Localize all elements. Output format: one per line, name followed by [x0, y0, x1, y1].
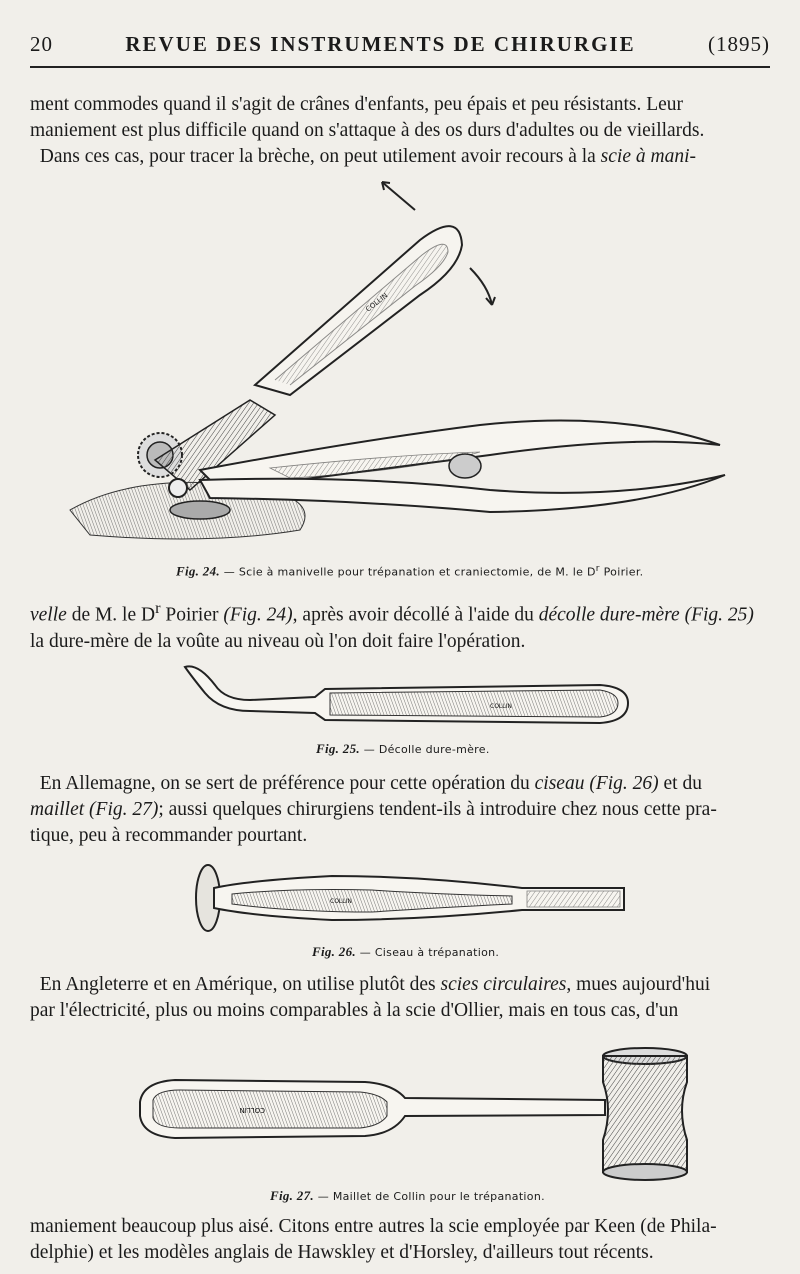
text-line: maniement est plus difficile quand on s'attaque à des os durs d'adultes ou de vieillards.	[30, 120, 705, 141]
italic-term: ciseau (Fig. 26)	[534, 773, 659, 794]
caption-text: Poirier.	[599, 565, 644, 579]
text-line: delphie) et les modèles anglais de Hawskley et d'Horsley, d'ailleurs tout récents.	[30, 1242, 654, 1263]
figure-label: Fig. 27.	[270, 1188, 314, 1203]
text-line: par l'électricité, plus ou moins comparables à la scie d'Ollier, mais en tous cas, d'un	[30, 1000, 679, 1021]
text-span: Dans ces cas, pour tracer la brèche, on peut utilement avoir recours à la	[39, 146, 601, 167]
caption-text: — Ciseau à trépanation.	[355, 946, 500, 959]
journal-title: REVUE DES INSTRUMENTS DE CHIRURGIE	[125, 31, 636, 56]
italic-term: (Fig. 24)	[223, 604, 293, 626]
year: (1895)	[707, 31, 770, 56]
page-number: 20	[30, 31, 53, 56]
collin-stamp: COLLIN	[490, 703, 512, 710]
paragraph-2	[30, 595, 770, 655]
text-span: de M. le D	[66, 604, 156, 626]
text-line	[30, 797, 770, 823]
figure-27-caption	[270, 1188, 545, 1204]
text-line	[30, 144, 770, 170]
text-span: , mues aujourd'hui	[566, 974, 711, 995]
text-line: maniement beaucoup plus aisé. Citons entre autres la scie employée par Keen (de Phila-	[30, 1216, 717, 1237]
paragraph-5	[30, 1214, 770, 1266]
figure-26-illustration	[192, 858, 632, 938]
running-header	[30, 24, 770, 64]
italic-term: scie à mani-	[600, 146, 696, 167]
figure-26-caption	[312, 944, 499, 960]
paragraph-4	[30, 972, 770, 1024]
superscript: r	[155, 599, 161, 617]
figure-label: Fig. 26.	[312, 944, 356, 959]
figure-25-illustration	[180, 655, 635, 735]
text-span: Poirier	[160, 604, 224, 626]
collin-stamp: COLLIN	[330, 898, 352, 905]
figure-25-caption	[316, 741, 490, 757]
figure-24-illustration	[60, 170, 740, 560]
paragraph-3	[30, 771, 770, 849]
text-span: En Allemagne, on se sert de préférence pour cette opération du	[39, 773, 535, 794]
caption-text: — Maillet de Collin pour le trépanation.	[313, 1190, 545, 1203]
text-span: et du	[658, 773, 702, 794]
italic-term: velle	[30, 604, 67, 626]
caption-text: — Décolle dure-mère.	[359, 743, 490, 756]
collin-stamp: COLLIN	[364, 291, 390, 314]
header-rule	[30, 66, 770, 68]
figure-27-illustration	[135, 1040, 695, 1190]
figure-label: Fig. 25.	[316, 741, 360, 756]
text-line	[30, 972, 770, 998]
caption-text: — Scie à manivelle pour trépanation et craniectomie, de M. le D	[219, 565, 596, 579]
text-span: En Angleterre et en Amérique, on utilise plutôt des	[39, 974, 441, 995]
figure-label: Fig. 24.	[176, 563, 220, 579]
text-line: tique, peu à recommander pourtant.	[30, 825, 308, 846]
text-line	[30, 771, 770, 797]
text-line: la dure-mère de la voûte au niveau où l'on doit faire l'opération.	[30, 630, 526, 652]
caption-superscript: r	[595, 563, 600, 574]
italic-term: scies circulaires	[440, 974, 567, 995]
italic-term: maillet (Fig. 27)	[30, 799, 159, 820]
paragraph-1	[30, 92, 770, 170]
text-span: ; aussi quelques chirurgiens tendent-ils à introduire chez nous cette pra-	[158, 799, 717, 820]
italic-term: décolle dure-mère (Fig. 25)	[538, 604, 754, 626]
figure-24-caption	[176, 563, 643, 580]
collin-stamp: COLLIN	[239, 1106, 265, 1114]
text-span: , après avoir décollé à l'aide du	[292, 604, 539, 626]
text-line: ment commodes quand il s'agit de crânes d'enfants, peu épais et peu résistants. Leur	[30, 94, 684, 115]
text-line	[30, 595, 770, 629]
